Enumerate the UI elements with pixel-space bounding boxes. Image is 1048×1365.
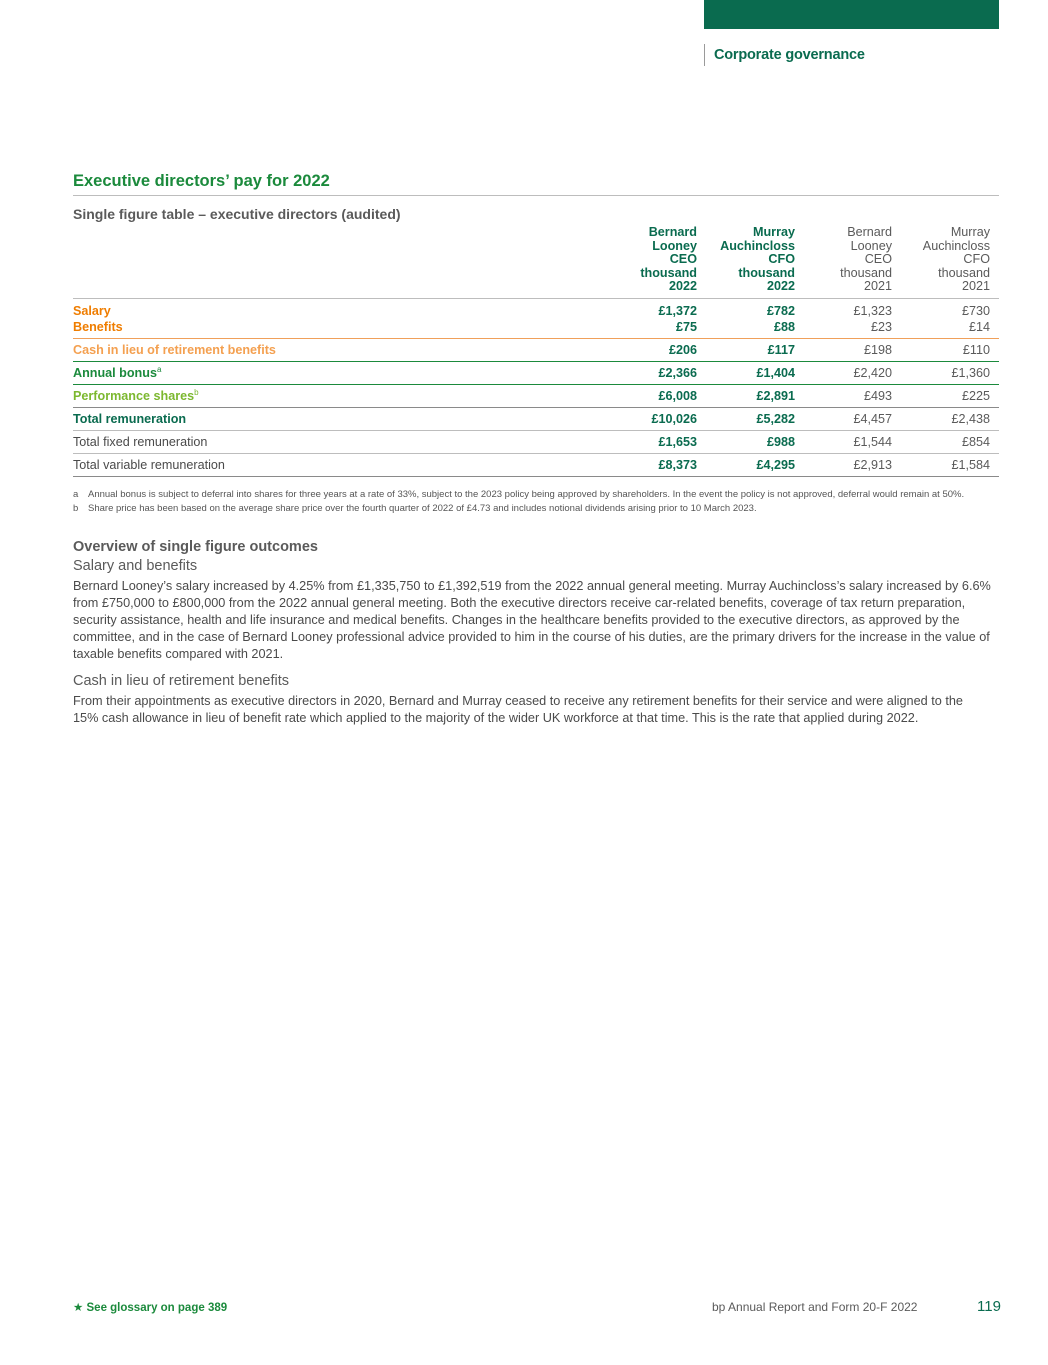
footnote-ref: a [156,364,162,374]
row-label: Benefits [73,319,123,334]
col-year: 2021 [961,279,990,294]
col-name2: Looney [652,238,697,253]
col-unit: thousand [840,265,892,280]
value-cell: £730 [961,303,990,318]
header-blank-cell [73,226,608,298]
col-unit: thousand [938,265,990,280]
value-cell: £6,008 [658,388,697,403]
footnotes [73,488,999,515]
column-header-auchincloss-2022 [706,226,804,298]
value-cell: £854 [961,434,990,449]
cash-in-lieu-text: From their appointments as executive directors in 2020, Bernard and Murray ceased to receive any retirement benefits for their service and were aligned to the 15% cash allowance in lieu of benefit rate which applied to the majority of the wider UK workforce at that time. This is the rate that applied during 2022. [73,694,963,725]
value-cell: £2,891 [756,388,795,403]
value-cell: £206 [668,342,697,357]
row-label: Cash in lieu of retirement benefits [73,342,276,357]
title-divider [73,195,999,196]
value-cell: £988 [766,434,795,449]
footnote-b [73,502,999,516]
value-cell: £2,913 [853,457,892,472]
col-name: Murray [753,225,795,239]
value-cell: £23 [870,319,892,334]
col-year: 2022 [668,279,697,294]
col-name2: Looney [850,238,892,253]
table-row-performance-shares [73,384,999,407]
value-cell: £2,438 [951,411,990,426]
column-header-looney-2021 [804,226,901,298]
col-role: CEO [864,252,892,267]
table-row-total-fixed [73,430,999,453]
salary-benefits-heading: Salary and benefits [73,558,198,574]
col-name: Bernard [648,225,697,239]
value-cell: £1,372 [658,303,697,318]
value-cell: £1,653 [658,434,697,449]
row-label [73,361,608,384]
footnote-ref: b [194,387,199,397]
header-accent-bar [704,0,999,29]
salary-benefits-text: Bernard Looney’s salary increased by 4.25% from £1,335,750 to £1,392,519 from the 2022 annual general meeting. Murray Auchincloss’s salary increased by 6.6% from £750,000 to £800,000 from the 2022 annual general meeting. Both the executive directors receive car-related benefits, coverage of tax return preparation, security assistance, health and life insurance and medical benefits. Changes in the healthcare benefits provided to the executive directors, as approved by the committee, and in the case of Bernard Looney professional advice provided to him in the course of his duties, are the primary drivers for the increase in the value of taxable benefits compared with 2021. [73,579,991,661]
table-row-salary [73,298,999,319]
col-role: CEO [669,252,697,267]
footnote-text: Annual bonus is subject to deferral into shares for three years at a rate of 33%, subject to the 2023 policy being approved by shareholders. In the event the policy is not approved, deferral would remain at 50%. [88,489,965,500]
section-label: Corporate governance [704,44,865,66]
page-number: 119 [977,1298,1001,1315]
value-cell: £198 [863,342,892,357]
table-row-total-remuneration [73,407,999,430]
column-header-auchincloss-2021 [901,226,999,298]
value-cell: £1,544 [853,434,892,449]
value-cell: £225 [961,388,990,403]
footnote-text: Share price has been based on the average share price over the fourth quarter of 2022 of £4.73 and includes notional dividends arising prior to 10 March 2023. [88,502,757,514]
value-cell: £75 [675,319,697,334]
value-cell: £88 [773,319,795,334]
value-cell: £8,373 [658,457,697,472]
col-unit: thousand [640,265,697,280]
page-title: Executive directors’ pay for 2022 [73,172,330,190]
value-cell: £110 [962,342,990,357]
row-label: Total variable remuneration [73,457,225,472]
value-cell: £1,404 [756,365,795,380]
value-cell: £2,420 [853,365,892,380]
value-cell: £1,584 [951,457,990,472]
table-row-benefits [73,319,999,339]
footnote-mark: b [73,502,79,514]
col-name: Bernard [847,225,892,239]
table-row-total-variable [73,453,999,476]
table-title: Single figure table – executive directors (audited) [73,206,401,222]
value-cell: £493 [863,388,892,403]
row-label: Total fixed remuneration [73,434,208,449]
value-cell: £14 [968,319,990,334]
col-year: 2021 [863,279,892,294]
col-unit: thousand [738,265,795,280]
col-name2: Auchincloss [922,238,990,253]
value-cell: £4,295 [756,457,795,472]
table-row-annual-bonus [73,361,999,384]
row-label [73,384,608,407]
report-title: bp Annual Report and Form 20-F 2022 [712,1300,918,1314]
value-cell: £5,282 [756,411,795,426]
col-role: CFO [768,252,795,267]
value-cell: £2,366 [658,365,697,380]
single-figure-table [73,226,999,477]
value-cell: £1,323 [853,303,892,318]
value-cell: £10,026 [651,411,697,426]
column-header-looney-2022 [608,226,706,298]
row-label: Salary [73,303,111,318]
col-year: 2022 [766,279,795,294]
value-cell: £117 [767,342,795,357]
col-name: Murray [950,225,990,239]
col-role: CFO [963,252,990,267]
footnote-mark: a [73,489,79,500]
col-name2: Auchincloss [720,238,795,253]
glossary-link[interactable]: ★ See glossary on page 389 [73,1302,228,1314]
row-label-text: Annual bonus [73,365,157,380]
value-cell: £4,457 [853,411,892,426]
overview-heading: Overview of single figure outcomes [73,539,318,555]
value-cell: £782 [766,303,795,318]
footnote-a [73,488,999,502]
table-row-cash-in-lieu [73,338,999,361]
cash-in-lieu-heading: Cash in lieu of retirement benefits [73,673,289,689]
value-cell: £1,360 [951,365,990,380]
row-label-text: Performance shares [73,388,195,403]
row-label: Total remuneration [73,411,187,426]
table-header-row [73,226,999,298]
